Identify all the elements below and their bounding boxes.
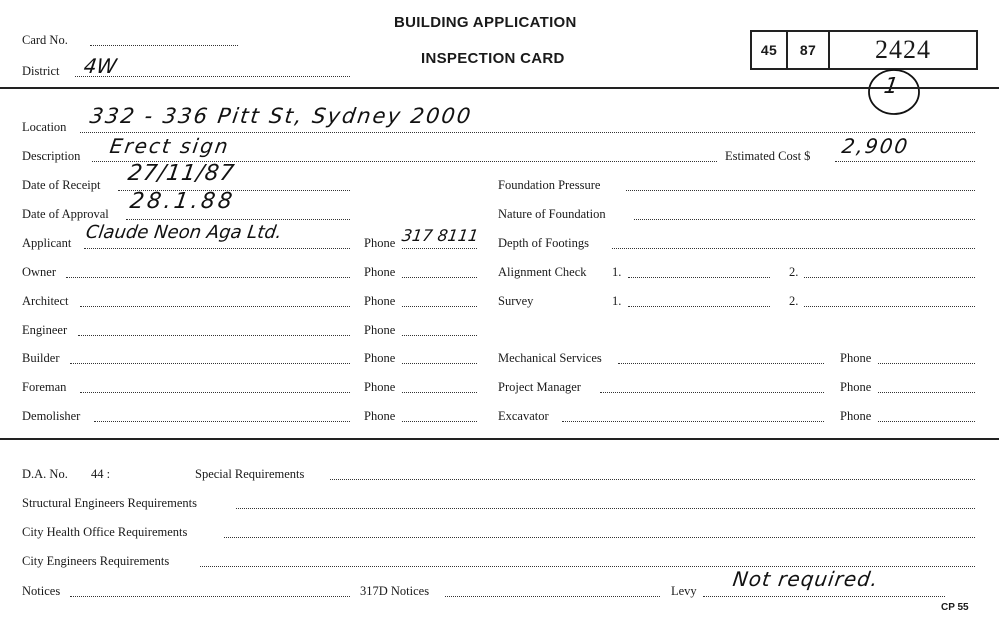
project-manager-field[interactable] (600, 392, 824, 393)
excavator-label: Excavator (498, 409, 549, 423)
district-label: District (22, 64, 60, 78)
foreman-label: Foreman (22, 380, 67, 394)
circled-mark-value: 1 (882, 74, 900, 99)
alignment-check-num2: 2. (789, 265, 799, 279)
location-value: 332 - 336 Pitt St, Sydney 2000 (88, 104, 474, 128)
notices-label: Notices (22, 584, 61, 598)
levy-field[interactable] (703, 596, 945, 597)
section-divider (0, 438, 999, 440)
date-of-receipt-value: 27/11/87 (126, 161, 237, 186)
page-title: BUILDING APPLICATION (394, 14, 577, 31)
notices-317d-label: 317D Notices (360, 584, 430, 598)
alignment-check-field-1[interactable] (628, 277, 770, 278)
survey-num1: 1. (612, 294, 622, 308)
foundation-pressure-field[interactable] (626, 190, 975, 191)
applicant-phone-field[interactable] (402, 248, 477, 249)
description-label: Description (22, 149, 81, 163)
survey-field-1[interactable] (628, 306, 770, 307)
form-code: CP 55 (941, 602, 969, 613)
owner-label: Owner (22, 265, 57, 279)
demolisher-phone-label: Phone (364, 409, 396, 423)
builder-phone-label: Phone (364, 351, 396, 365)
date-of-approval-field[interactable] (126, 219, 350, 220)
applicant-label: Applicant (22, 236, 72, 250)
reference-number: 2424 (875, 35, 931, 64)
owner-phone-field[interactable] (402, 277, 477, 278)
demolisher-field[interactable] (94, 421, 350, 422)
structural-requirements-label: Structural Engineers Requirements (22, 496, 197, 510)
notices-field[interactable] (70, 596, 350, 597)
applicant-phone-value: 317 8111 (400, 226, 480, 245)
demolisher-label: Demolisher (22, 409, 81, 423)
project-manager-label: Project Manager (498, 380, 581, 394)
engineer-phone-label: Phone (364, 323, 396, 337)
architect-label: Architect (22, 294, 69, 308)
description-value: Erect sign (108, 134, 232, 158)
estimated-cost-field[interactable] (835, 161, 975, 162)
architect-phone-label: Phone (364, 294, 396, 308)
alignment-check-field-2[interactable] (804, 277, 975, 278)
excavator-phone-label: Phone (840, 409, 872, 423)
mechanical-services-field[interactable] (618, 363, 824, 364)
da-no-value: 44 : (91, 467, 111, 481)
depth-of-footings-field[interactable] (612, 248, 975, 249)
architect-field[interactable] (80, 306, 350, 307)
reference-col1: 45 (752, 32, 788, 68)
owner-phone-label: Phone (364, 265, 396, 279)
levy-label: Levy (671, 584, 697, 598)
reference-col2: 87 (788, 32, 830, 68)
district-value: 4W (82, 54, 119, 78)
alignment-check-label: Alignment Check (498, 265, 587, 279)
builder-phone-field[interactable] (402, 363, 477, 364)
engineer-label: Engineer (22, 323, 68, 337)
foreman-phone-field[interactable] (402, 392, 477, 393)
special-requirements-label: Special Requirements (195, 467, 305, 481)
applicant-value: Claude Neon Aga Ltd. (84, 222, 284, 243)
da-no-label: D.A. No. (22, 467, 68, 481)
estimated-cost-value: 2,900 (840, 134, 911, 158)
special-requirements-field[interactable] (330, 479, 975, 480)
levy-value: Not required. (731, 567, 881, 591)
estimated-cost-label: Estimated Cost $ (725, 149, 811, 163)
health-requirements-label: City Health Office Requirements (22, 525, 188, 539)
card-no-label: Card No. (22, 33, 68, 47)
card-no-field[interactable] (90, 45, 238, 46)
nature-of-foundation-field[interactable] (634, 219, 975, 220)
district-field[interactable] (75, 76, 350, 77)
foreman-phone-label: Phone (364, 380, 396, 394)
header-divider (0, 87, 999, 89)
project-manager-phone-field[interactable] (878, 392, 975, 393)
applicant-field[interactable] (84, 248, 350, 249)
date-of-receipt-label: Date of Receipt (22, 178, 101, 192)
survey-field-2[interactable] (804, 306, 975, 307)
engineer-phone-field[interactable] (402, 335, 477, 336)
builder-field[interactable] (70, 363, 350, 364)
depth-of-footings-label: Depth of Footings (498, 236, 589, 250)
survey-label: Survey (498, 294, 534, 308)
survey-num2: 2. (789, 294, 799, 308)
date-of-approval-value: 28.1.88 (128, 189, 237, 214)
notices-317d-field[interactable] (445, 596, 660, 597)
excavator-field[interactable] (562, 421, 824, 422)
date-of-approval-label: Date of Approval (22, 207, 109, 221)
mechanical-services-label: Mechanical Services (498, 351, 602, 365)
foundation-pressure-label: Foundation Pressure (498, 178, 601, 192)
architect-phone-field[interactable] (402, 306, 477, 307)
foreman-field[interactable] (80, 392, 350, 393)
location-field[interactable] (80, 132, 975, 133)
mechanical-services-phone-label: Phone (840, 351, 872, 365)
location-label: Location (22, 120, 67, 134)
excavator-phone-field[interactable] (878, 421, 975, 422)
alignment-check-num1: 1. (612, 265, 622, 279)
health-requirements-field[interactable] (224, 537, 975, 538)
applicant-phone-label: Phone (364, 236, 396, 250)
project-manager-phone-label: Phone (840, 380, 872, 394)
city-engineers-requirements-label: City Engineers Requirements (22, 554, 170, 568)
page-subtitle: INSPECTION CARD (421, 50, 565, 67)
demolisher-phone-field[interactable] (402, 421, 477, 422)
nature-of-foundation-label: Nature of Foundation (498, 207, 606, 221)
engineer-field[interactable] (78, 335, 350, 336)
structural-requirements-field[interactable] (236, 508, 975, 509)
owner-field[interactable] (66, 277, 350, 278)
builder-label: Builder (22, 351, 60, 365)
mechanical-services-phone-field[interactable] (878, 363, 975, 364)
